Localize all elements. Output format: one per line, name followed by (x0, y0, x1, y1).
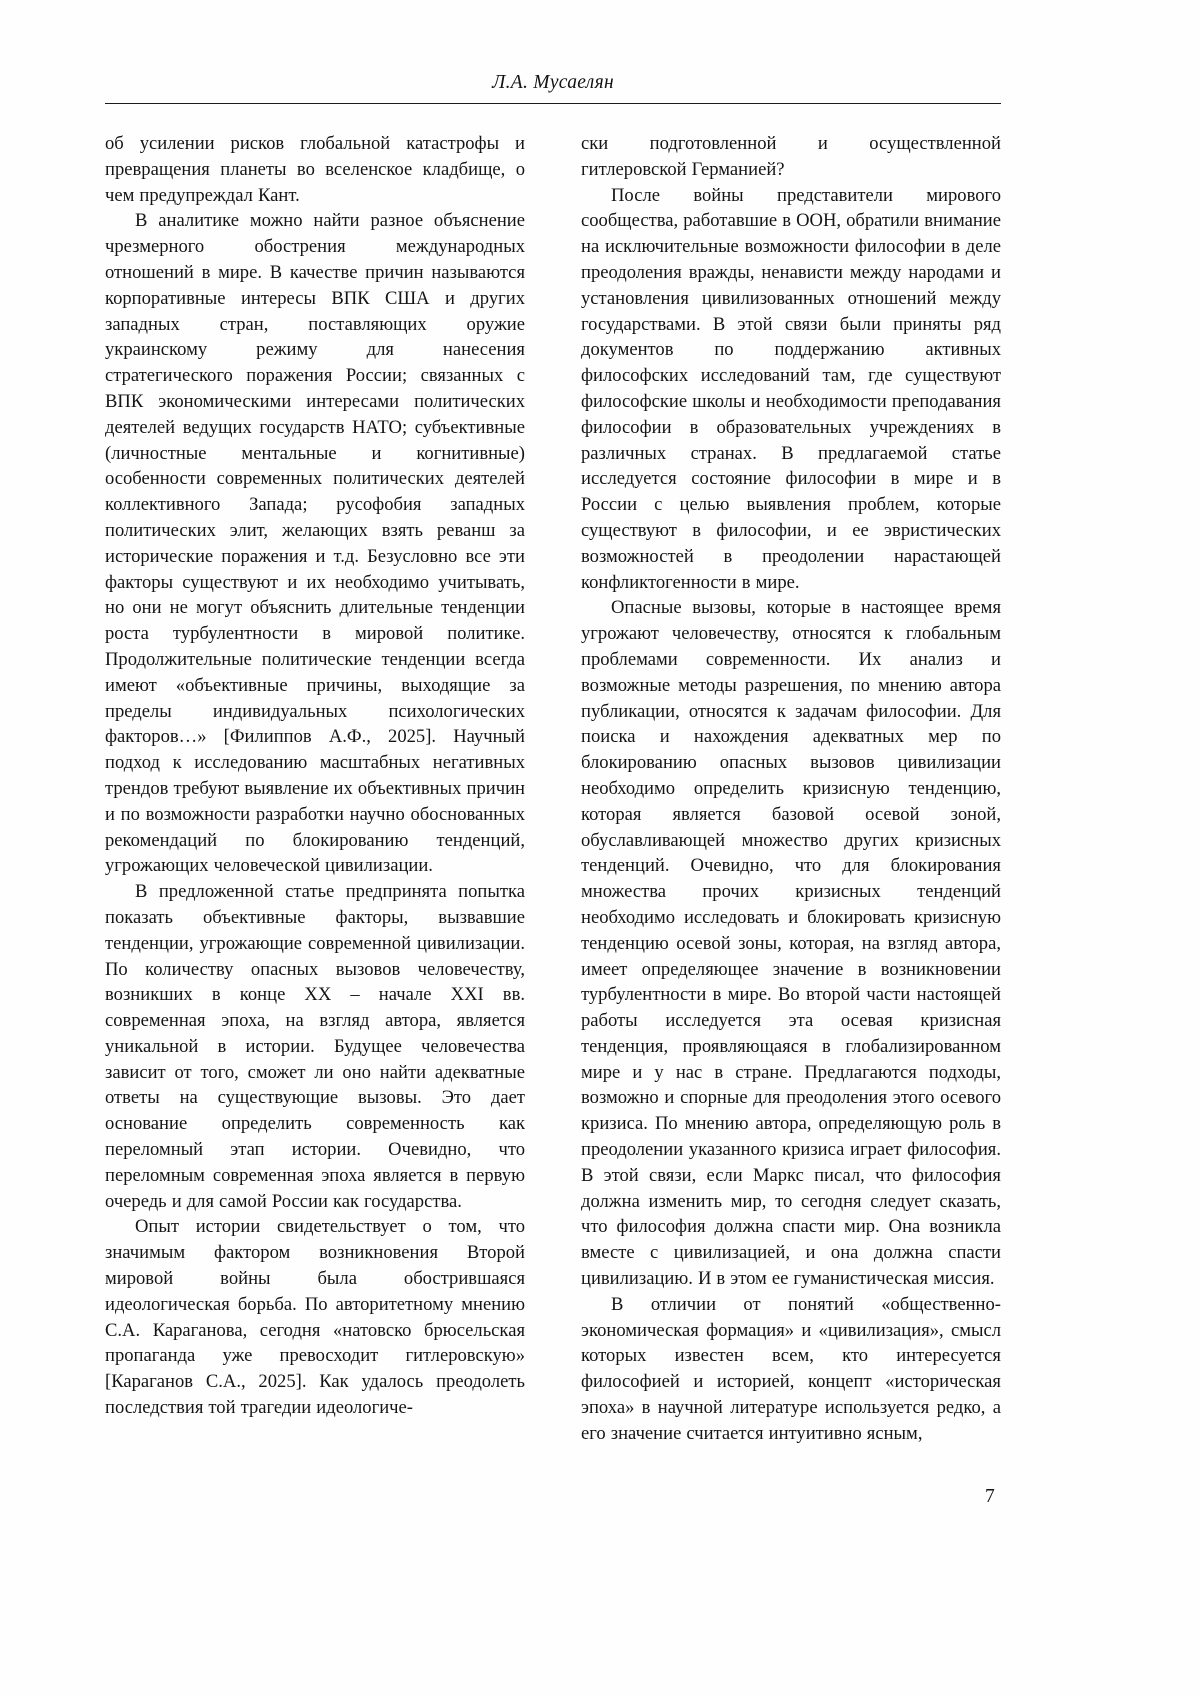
paragraph: об усилении рисков глобальной катастрофы и превращения планеты во вселенское кладбище, о чем предупреждал Кант. (105, 133, 525, 206)
paragraph: В аналитике можно найти разное объяснение чрезмерного обострения международных отношений в мире. В качестве причин называются корпоративные интересы ВПК США и других западных стран, поставляющих оружие украинскому режиму для нанесения стратегического поражения России; связанных с ВПК экономическими интересами политических деятелей ведущих государств НАТО; субъективные (личностные ментальные и когнитивные) особенности современных политических деятелей коллективного Запада; русофобия западных политических элит, желающих взять реванш за исторические поражения и т.д. Безусловно все эти факторы существуют и их необходимо учитывать, но они не могут объяснить длительные тенденции роста турбулентности в мировой политике. Продолжительные политические тенденции всегда имеют «объективные причины, выходящие за пределы индивидуальных психологических факторов…» [Филиппов А.Ф., 2025]. Научный подход к исследованию масштабных негативных трендов требуют выявление их объективных причин и по возможности разработки научно обоснованных рекомендаций по блокированию тенденций, угрожающих человеческой цивилизации. (105, 210, 525, 877)
text-columns (105, 131, 1001, 1447)
paragraph: ски подготовленной и осуществленной гитлеровской Германией? (581, 133, 1001, 180)
page-number: 7 (985, 1486, 995, 1507)
paragraph: В предложенной статье предпринята попытка показать объективные факторы, вызвавшие тенденции, угрожающие современной цивилизации. По количеству опасных вызовов человечеству, возникших в конце XX – начале XXI вв. современная эпоха, на взгляд автора, является уникальной в истории. Будущее человечества зависит от того, сможет ли оно найти адекватные ответы на существующие вызовы. Это дает основание определить современность как переломный этап истории. Очевидно, что переломным современная эпоха является в первую очередь и для самой России как государства. (105, 881, 525, 1212)
paragraph: В отличии от понятий «общественно-экономическая формация» и «цивилизация», смысл которых известен всем, кто интересуется философией и историей, концепт «историческая эпоха» в научной литературе используется редко, а его значение считается интуитивно ясным, (581, 1293, 1001, 1444)
right-column (581, 131, 1001, 1447)
paragraph: Опасные вызовы, которые в настоящее время угрожают человечеству, относятся к глобальным проблемами современности. Их анализ и возможные методы разрешения, по мнению автора публикации, относятся к задачам философии. Для поиска и нахождения адекватных мер по блокированию опасных вызовов цивилизации необходимо определить кризисную тенденцию, которая является базовой осевой зоной, обуславливающей множество других кризисных тенденций. Очевидно, что для блокирования множества прочих кризисных тенденций необходимо исследовать и блокировать кризисную тенденцию осевой зоны, которая, на взгляд автора, имеет определяющее значение в возникновении турбулентности в мире. Во второй части настоящей работы исследуется эта осевая кризисная тенденция, проявляющаяся в глобализированном мире и у нас в стране. Предлагаются подходы, возможно и спорные для преодоления этого осевого кризиса. По мнению автора, определяющую роль в преодолении указанного кризиса играет философия. В этой связи, если Маркс писал, что философия должна изменить мир, то сегодня следует сказать, что философия должна спасти мир. Она возникла вместе с цивилизацией, и она должна спасти цивилизацию. И в этом ее гуманистическая миссия. (581, 597, 1001, 1290)
page-content (105, 72, 1001, 1447)
paragraph: После войны представители мирового сообщества, работавшие в ООН, обратили внимание на исключительные возможности философии в деле преодоления вражды, ненависти между народами и установления цивилизованных отношений между государствами. В этой связи были приняты ряд документов по поддержанию активных философских исследований там, где существуют философские школы и необходимости преподавания философии в образовательных учреждениях в различных странах. В предлагаемой статье исследуется состояние философии в мире и в России с целью выявления проблем, которые существуют в философии, и ее эвристических возможностей в преодолении нарастающей конфликтогенности в мире. (581, 184, 1001, 593)
paragraph: Опыт истории свидетельствует о том, что значимым фактором возникновения Второй мировой войны была обострившаяся идеологическая борьба. По авторитетному мнению С.А. Караганова, сегодня «натовско брюсельская пропаганда уже превосходит гитлеровскую» [Караганов С.А., 2025]. Как удалось преодолеть последствия той трагедии идеологиче- (105, 1216, 525, 1419)
running-head: Л.А. Мусаелян (105, 72, 1001, 104)
left-column (105, 131, 525, 1447)
